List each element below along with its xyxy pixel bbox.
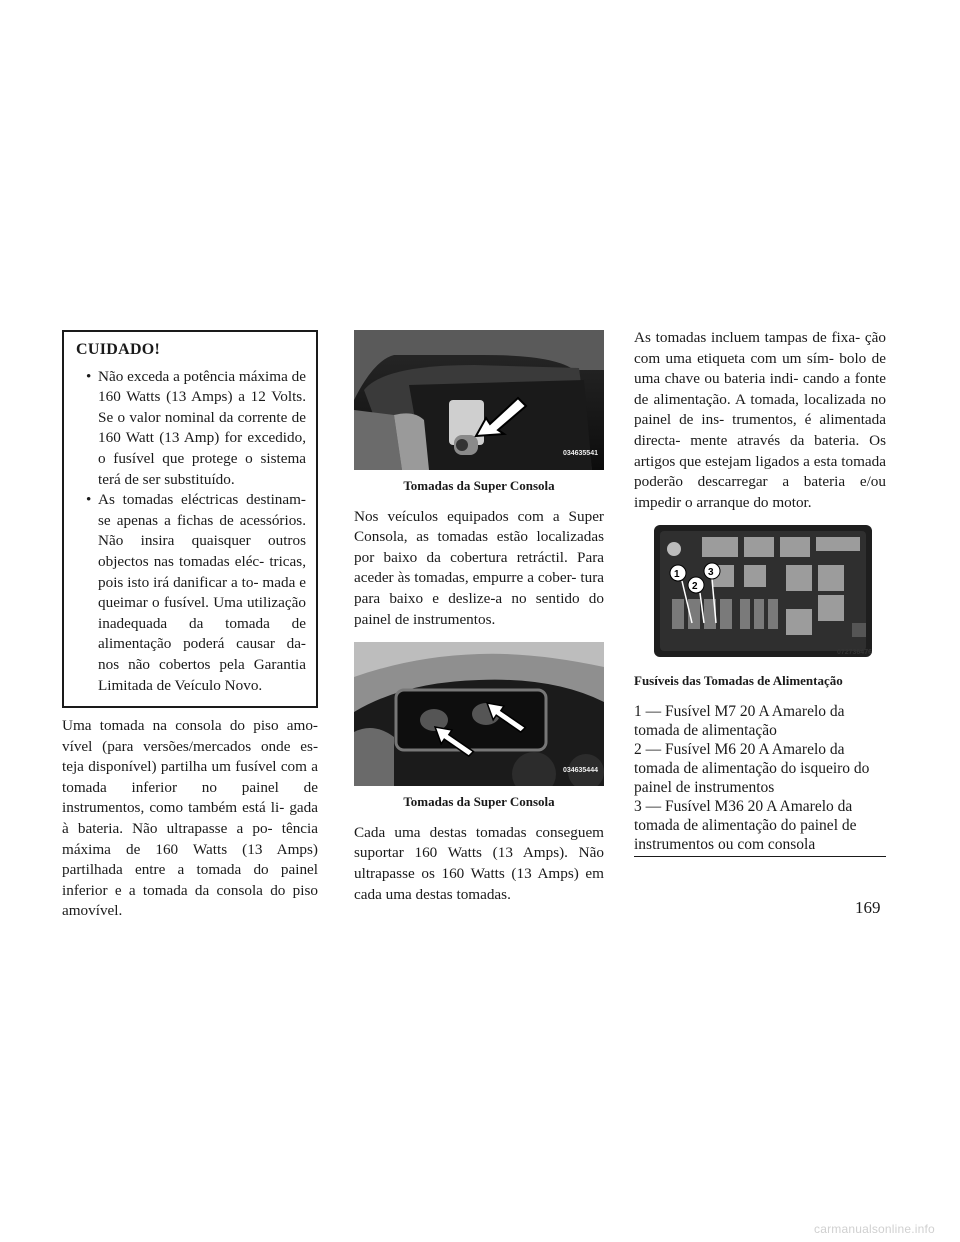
figure-caption: Tomadas da Super Consola — [403, 794, 555, 810]
caution-bullet: • As tomadas eléctricas destinam-se apenas a fichas de acessórios. Não insira quaisquer outros objectos nas tomadas eléc- tricas, pois isto irá danificar a to- mada e queimar o fusível. Uma utilização inadequada da tomada de alimentação poderá causar da- nos não cobertos pela Garantia Limitada de Veículo Novo. — [86, 491, 306, 694]
caution-list — [76, 367, 306, 697]
arrow-icon — [472, 392, 532, 442]
fuse-item: 2 — Fusível M6 20 A Amarelo da tomada de alimentação do isqueiro do painel de instrumentos — [634, 740, 870, 796]
caution-box — [62, 330, 318, 708]
figure-code: 034635541 — [562, 450, 598, 458]
figure-caption: Tomadas da Super Consola — [403, 478, 555, 493]
body-paragraph: Uma tomada na consola do piso amo- vível (para versões/mercados onde es- teja disponível) partilha um fusível com a tomada inferior no painel de instrumentos, como também está li- gada à bateria. Não ultrapasse a po- tência máxima de 160 Watts (13 Amps) partilhada entre a tomada do painel inferior e a tomada da consola do piso amovível. — [62, 717, 318, 920]
callout-2: 2 — [692, 581, 698, 593]
figure-caption: Fusíveis das Tomadas de Alimentação — [634, 673, 843, 689]
caution-title: CUIDADO! — [76, 341, 161, 358]
middle-column — [354, 330, 604, 905]
fuse-box-illustration — [652, 523, 874, 663]
body-paragraph: As tomadas incluem tampas de fixa- ção com uma etiqueta com um sím- bolo de uma chave ou bateria indi- cando a fonte de alimentação. A tomada, localizada no painel de ins- trumentos, é alimentada directa- mente através da bateria. Os artigos que estejam ligados a esta tomada poderão descarregar a bateria e/ou impedir o arranque do motor. — [634, 329, 886, 511]
arrow-icon — [484, 696, 530, 736]
watermark: carmanualsonline.info — [814, 1222, 935, 1236]
fuse-item: 3 — Fusível M36 20 A Amarelo da tomada de alimentação do painel de instrumentos ou com consola — [634, 797, 857, 853]
divider — [634, 856, 886, 857]
super-console-photo-2 — [354, 642, 604, 786]
right-column — [634, 328, 886, 857]
fuse-list — [634, 702, 886, 857]
arrow-icon — [432, 720, 478, 760]
body-paragraph: Cada uma destas tomadas conseguem suportar 160 Watts (13 Amps). Não ultrapasse os 160 Watts (13 Amps) em cada uma destas tomadas. — [354, 823, 604, 903]
figure-code: 034635444 — [562, 766, 598, 774]
fuse-item: 1 — Fusível M7 20 A Amarelo da tomada de alimentação — [634, 702, 845, 739]
caution-bullet: • Não exceda a potência máxima de 160 Watts (13 Amps) a 12 Volts. Se o valor nominal da corrente de 160 Watt (13 Amp) for excedido, o fusível que protege o sistema terá de ser substituído. — [86, 367, 306, 488]
callout-3: 3 — [708, 567, 714, 579]
page-number: 169 — [855, 898, 881, 917]
callout-1: 1 — [674, 569, 680, 581]
figure-code: 072736476 — [836, 648, 872, 656]
left-column — [62, 330, 318, 922]
body-paragraph: Nos veículos equipados com a Super Consola, as tomadas estão localizadas por baixo da cobertura retráctil. Para aceder às tomadas, empurre a cober- tura para baixo e deslize-a no sentido do painel de instrumentos. — [354, 507, 604, 628]
super-console-photo-1 — [354, 330, 604, 470]
